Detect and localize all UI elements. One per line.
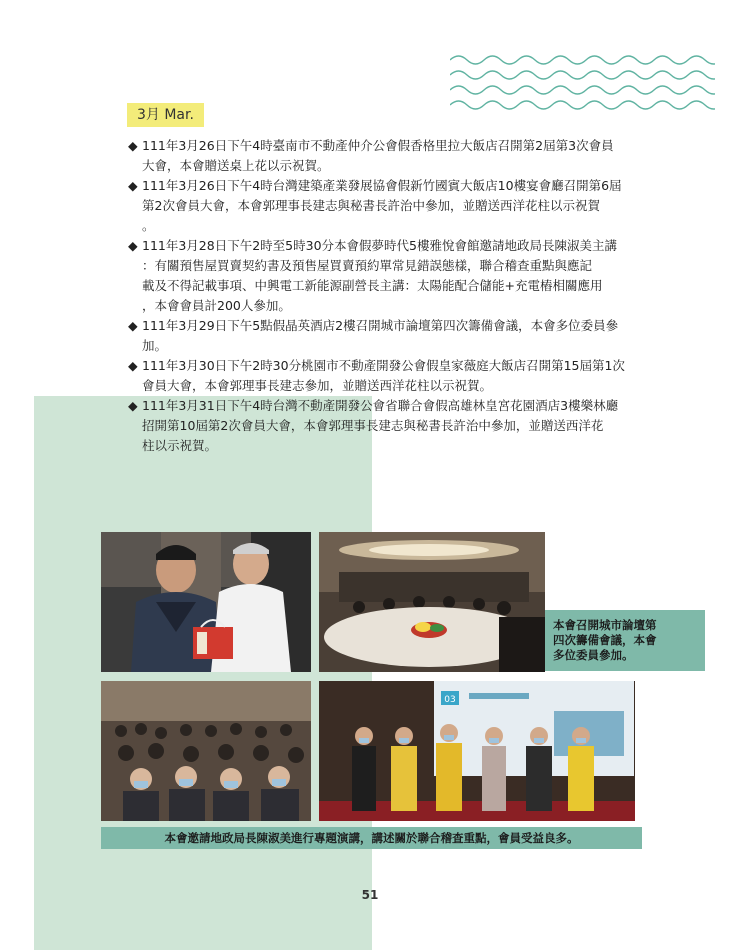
photo-caption-seminar: 本會邀請地政局長陳淑美進行專題演講，講述關於聯合稽查重點，會員受益良多。 [101,827,642,849]
item-line: 大會，本會贈送桌上花以示祝賀。 [142,158,330,173]
photo-committee-meeting [319,532,545,672]
item-line: 會員大會，本會郭理事長建志參加，並贈送西洋花柱以示祝賀。 [142,378,493,393]
item-line: 第2次會員大會，本會郭理事長建志與秘書長許治中參加，並贈送西洋花柱以示祝賀 [142,198,600,213]
item-line: 招開第10屆第2次會員大會，本會郭理事長建志與秘書長許治中參加，並贈送西洋花 [142,418,604,433]
list-item [128,316,628,356]
item-line: 111年3月31日下午4時台灣不動產開發公會省聯合會假高雄林皇宮花園酒店3樓樂林廳 [142,398,619,413]
list-item [128,396,628,456]
item-line: 加。 [142,338,168,353]
list-item [128,356,628,396]
diamond-bullet-icon: ◆ [128,238,138,253]
event-list [128,136,628,456]
photo-seminar-audience [101,681,311,821]
caption-line: 本會召開城市論壇第 [553,618,657,632]
item-line: 111年3月28日下午2時至5時30分本會假夢時代5樓雅悅會館邀請地政局長陳淑美主講 [142,238,617,253]
item-line: 柱以示祝賀。 [142,438,218,453]
caption-line: 四次籌備會議，本會 [553,633,657,647]
caption-line: 多位委員參加。 [553,648,634,662]
diamond-bullet-icon: ◆ [128,398,138,413]
list-item [128,176,628,236]
item-line: 111年3月26日下午4時台灣建築產業發展協會假新竹國賓大飯店10樓宴會廳召開第6屆 [142,178,622,193]
page-number: 51 [361,888,379,902]
item-line: 。 [142,218,155,233]
diamond-bullet-icon: ◆ [128,178,138,193]
slide-number: 03 [444,695,456,705]
list-item [128,136,628,176]
item-line: 111年3月26日下午4時臺南市不動產仲介公會假香格里拉大飯店召開第2屆第3次會員 [142,138,614,153]
diamond-bullet-icon: ◆ [128,358,138,373]
photo-gift-presentation [101,532,311,672]
item-line: 載及不得記載事項、中興電工新能源副營長主講：太陽能配合儲能+充電樁相關應用 [142,278,603,293]
decorative-waves [450,50,715,120]
item-line: ，本會會員計200人參加。 [142,298,291,313]
diamond-bullet-icon: ◆ [128,138,138,153]
list-item [128,236,628,316]
diamond-bullet-icon: ◆ [128,318,138,333]
decorative-green-panel [34,396,372,950]
photo-caption-meeting [545,610,705,671]
photo-group-portrait [319,681,635,821]
item-line: 111年3月30日下午2時30分桃園市不動產開發公會假皇家薇庭大飯店召開第15屆第1次 [142,358,625,373]
item-line: 111年3月29日下午5點假晶英酒店2樓召開城市論壇第四次籌備會議，本會多位委員參 [142,318,619,333]
month-tag: 3月 Mar. [127,103,204,127]
item-line: ：有關預售屋買賣契約書及預售屋買賣預約單常見錯誤態樣，聯合稽查重點與應記 [142,258,593,273]
